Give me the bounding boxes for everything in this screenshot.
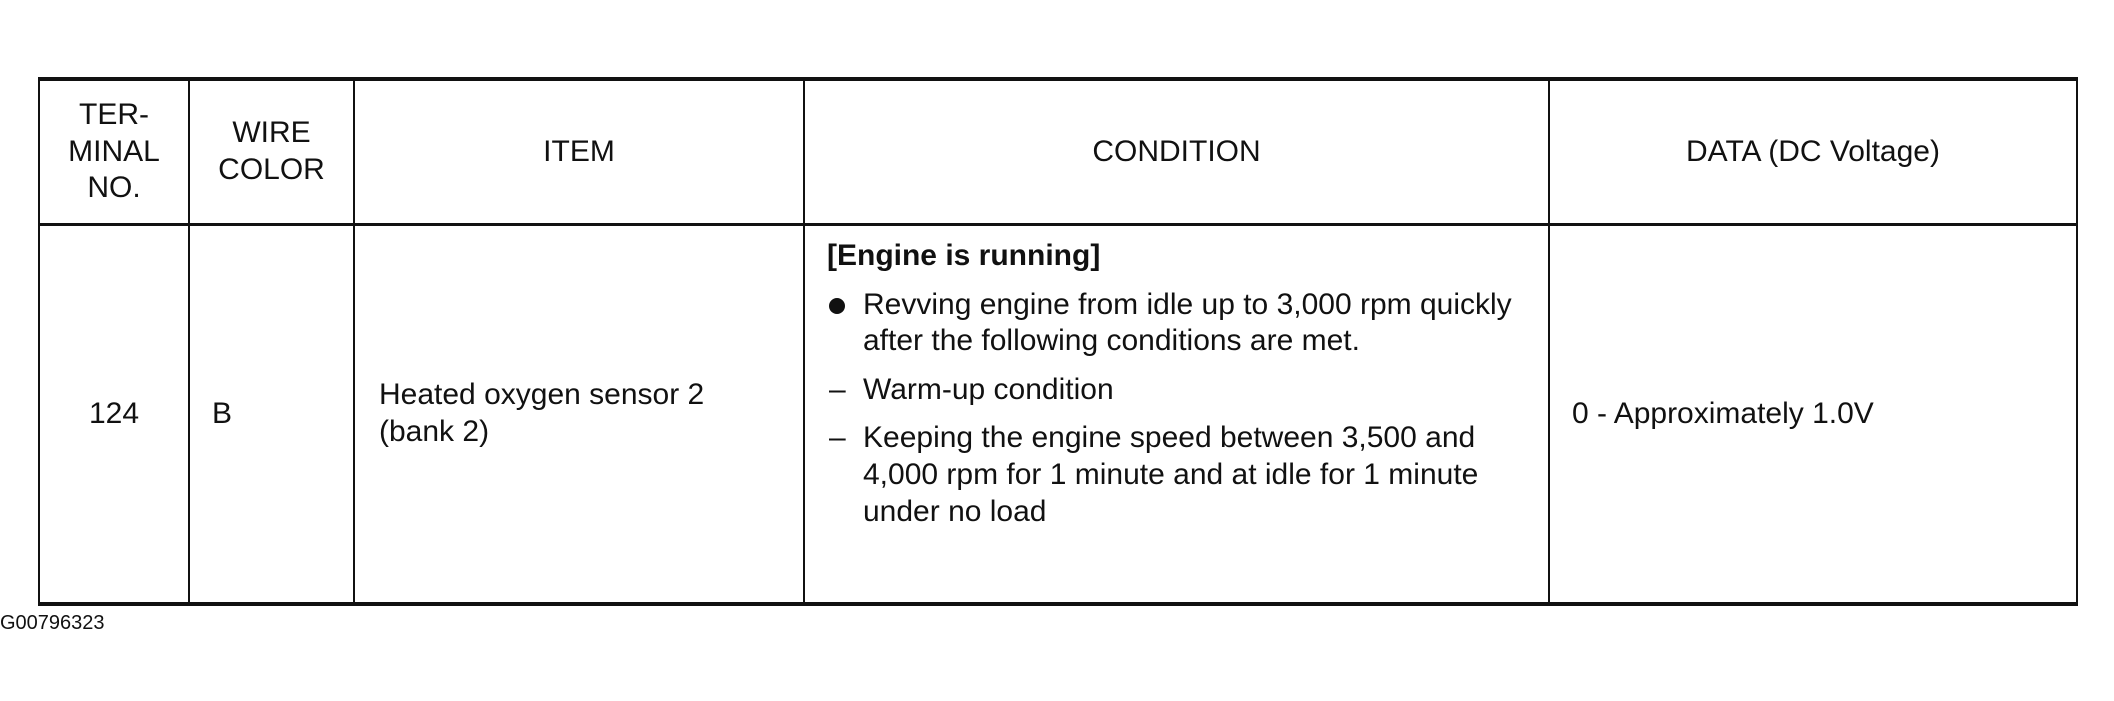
- item-cell: [354, 225, 804, 605]
- dash-bullet-icon: –: [829, 421, 846, 455]
- condition-dash-item: [827, 372, 1538, 409]
- terminal-number-cell: 124: [39, 225, 189, 605]
- header-terminal-line1: TER-: [79, 98, 149, 132]
- figure-code: G00796323: [0, 612, 105, 634]
- dash-marker: [827, 420, 863, 530]
- condition-bullet-item: [827, 287, 1538, 360]
- data-voltage-cell: 0 - Approximately 1.0V: [1549, 225, 2077, 605]
- header-wire-line2: COLOR: [218, 153, 325, 186]
- header-wire-line1: WIRE: [232, 116, 311, 150]
- dash-bullet-icon: –: [829, 372, 846, 406]
- table-body: [39, 225, 2077, 605]
- condition-dash-text-1: Warm-up condition: [863, 372, 1114, 406]
- header-terminal-no: [39, 79, 189, 225]
- header-terminal-line3: NO.: [87, 171, 141, 205]
- condition-dash-item: [827, 420, 1538, 530]
- condition-dash-text-2: Keeping the engine speed between 3,500 and 4,000 rpm for 1 minute and at idle for 1 minute under no load: [863, 421, 1479, 528]
- header-wire-color: [189, 79, 354, 225]
- condition-bullet-text: Revving engine from idle up to 3,000 rpm quickly after the following conditions are met.: [863, 287, 1512, 358]
- dash-marker: [827, 372, 863, 409]
- wire-color-cell: B: [189, 225, 354, 605]
- table-header: [39, 79, 2077, 225]
- filled-circle-bullet-icon: [829, 298, 845, 314]
- header-item: ITEM: [354, 79, 804, 225]
- header-data: DATA (DC Voltage): [1549, 79, 2077, 225]
- header-condition: CONDITION: [804, 79, 1549, 225]
- condition-cell: [804, 225, 1549, 605]
- item-line1: Heated oxygen sensor 2: [379, 378, 705, 412]
- header-row: [39, 79, 2077, 225]
- table-row: [39, 225, 2077, 605]
- bullet-marker: [827, 287, 863, 360]
- ecm-terminal-table: [38, 77, 2078, 606]
- condition-heading: [Engine is running]: [827, 239, 1101, 272]
- header-terminal-line2: MINAL: [68, 134, 160, 168]
- item-line2: (bank 2): [379, 415, 490, 448]
